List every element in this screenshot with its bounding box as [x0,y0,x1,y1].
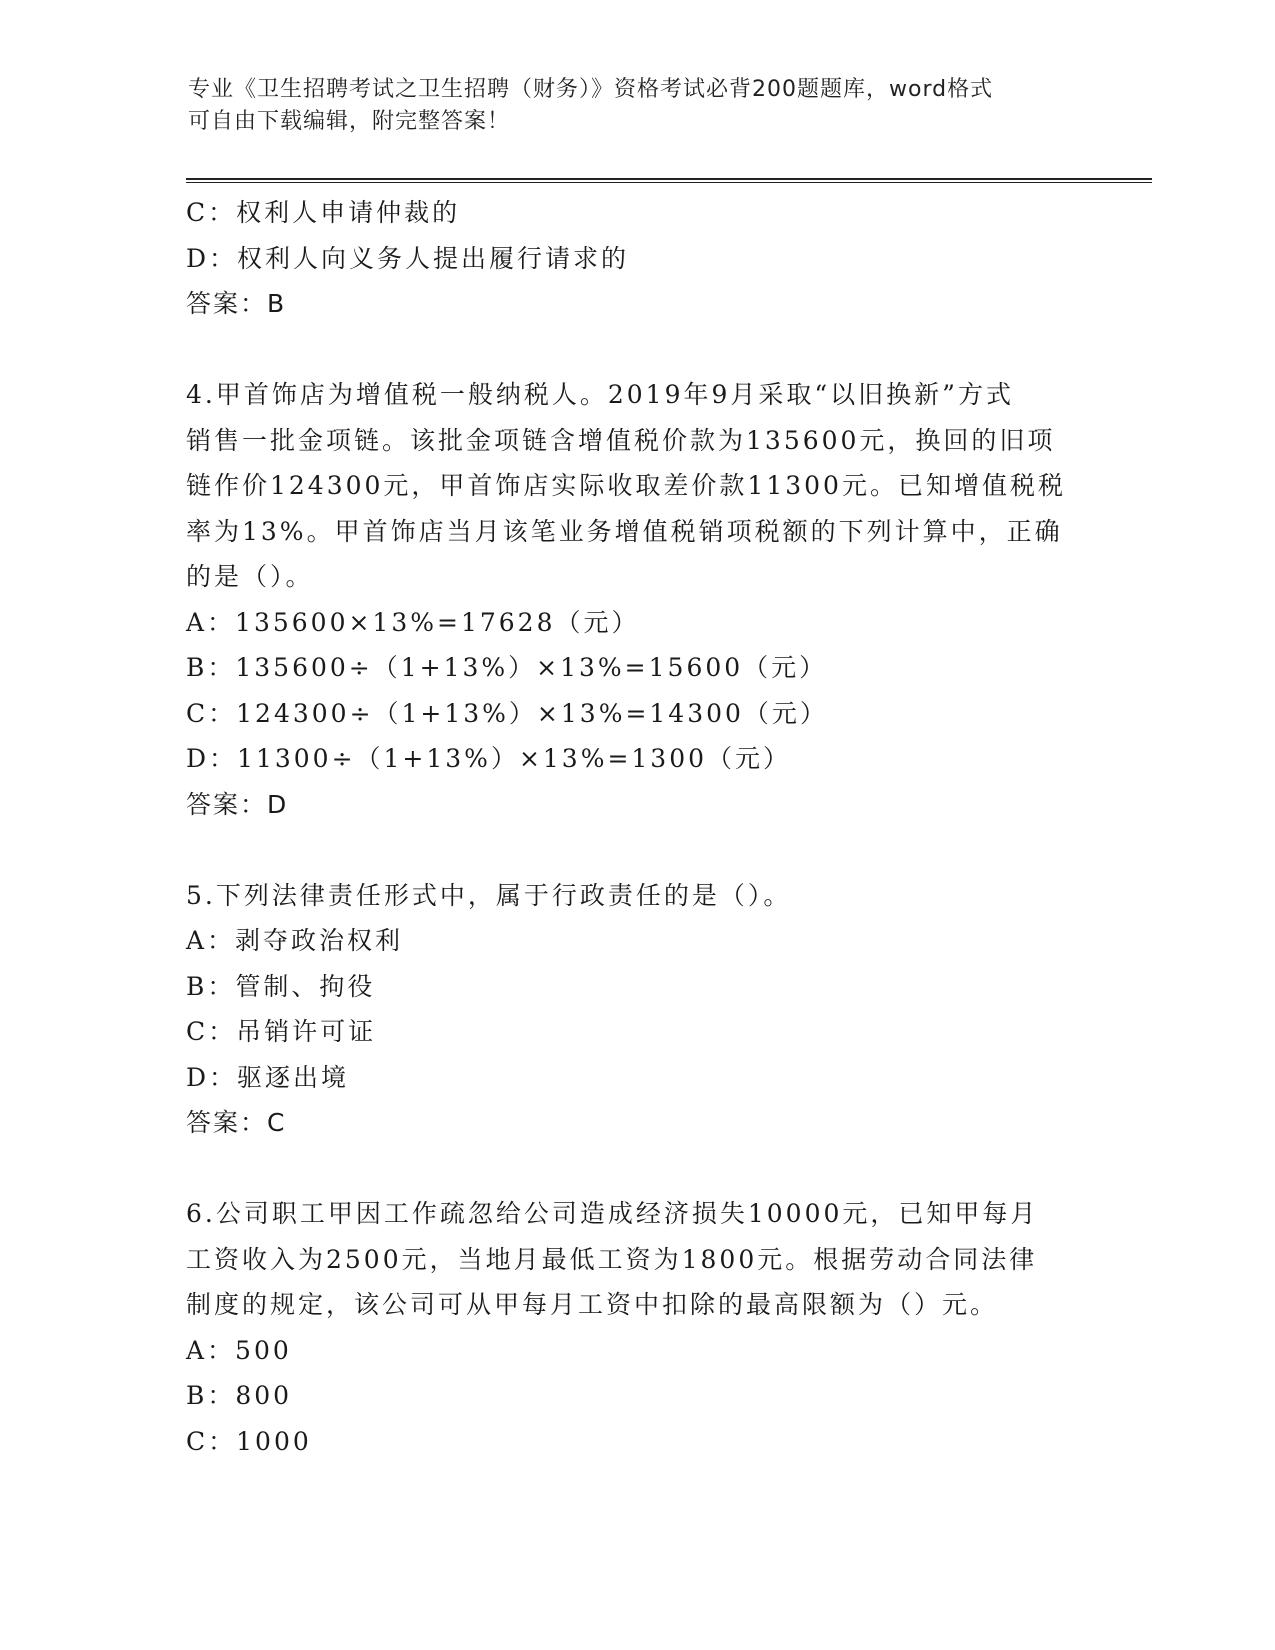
q4-stem-line: 的是（）。 [186,562,314,591]
q4-answer: 答案：D [186,789,289,819]
spacer [186,327,1086,373]
spacer [186,827,1086,873]
document-header [188,74,1068,138]
q3-option-d: D：权利人向义务人提出履行请求的 [186,243,630,273]
q6-stem-line: 工资收入为2500元，当地月最低工资为1800元。根据劳动合同法律 [186,1244,1038,1274]
q6-option-b: B：800 [186,1381,293,1410]
question-3-tail [186,190,1086,327]
question-5 [186,873,1086,1146]
q6-stem-line: 6.公司职工甲因工作疏忽给公司造成经济损失10000元，已知甲每月 [186,1199,1039,1228]
header-line-2: 可自由下载编辑，附完整答案！ [188,109,511,134]
q4-option-b: B：135600÷（1+13%）×13%=15600（元） [186,653,828,682]
header-divider-thick [186,178,1152,180]
q5-option-d: D：驱逐出境 [186,1062,350,1092]
spacer [186,1146,1086,1192]
q5-answer: 答案：C [186,1108,287,1137]
q4-option-a: A：135600×13%=17628（元） [186,607,640,637]
question-4 [186,372,1086,827]
q5-stem: 5.下列法律责任形式中，属于行政责任的是（）。 [186,880,792,910]
q4-stem-line: 4.甲首饰店为增值税一般纳税人。2019年9月采取“以旧换新”方式 [186,380,1014,409]
q4-option-d: D：11300÷（1+13%）×13%=1300（元） [186,744,792,773]
q4-option-c: C：124300÷（1+13%）×13%=14300（元） [186,698,828,728]
q3-option-c: C：权利人申请仲裁的 [186,198,461,227]
question-6 [186,1191,1086,1464]
header-line-1: 专业《卫生招聘考试之卫生招聘（财务）》资格考试必背200题题库，word格式 [188,77,994,102]
q6-option-a: A：500 [186,1335,292,1365]
question-content [186,190,1086,1464]
q5-option-b: B：管制、拘役 [186,971,376,1001]
q4-stem-line: 链作价124300元，甲首饰店实际收取差价款11300元。已知增值税税 [186,471,1066,500]
header-divider-thin [186,182,1152,183]
q6-stem-line: 制度的规定，该公司可从甲每月工资中扣除的最高限额为（）元。 [186,1290,999,1319]
q3-answer: 答案：B [186,289,287,318]
q6-option-c: C：1000 [186,1426,312,1456]
q4-stem-line: 率为13%。甲首饰店当月该笔业务增值税销项税额的下列计算中，正确 [186,516,1063,546]
q5-option-c: C：吊销许可证 [186,1017,377,1046]
q5-option-a: A：剥夺政治权利 [186,926,404,955]
q4-stem-line: 销售一批金项链。该批金项链含增值税价款为135600元，换回的旧项 [186,425,1056,455]
